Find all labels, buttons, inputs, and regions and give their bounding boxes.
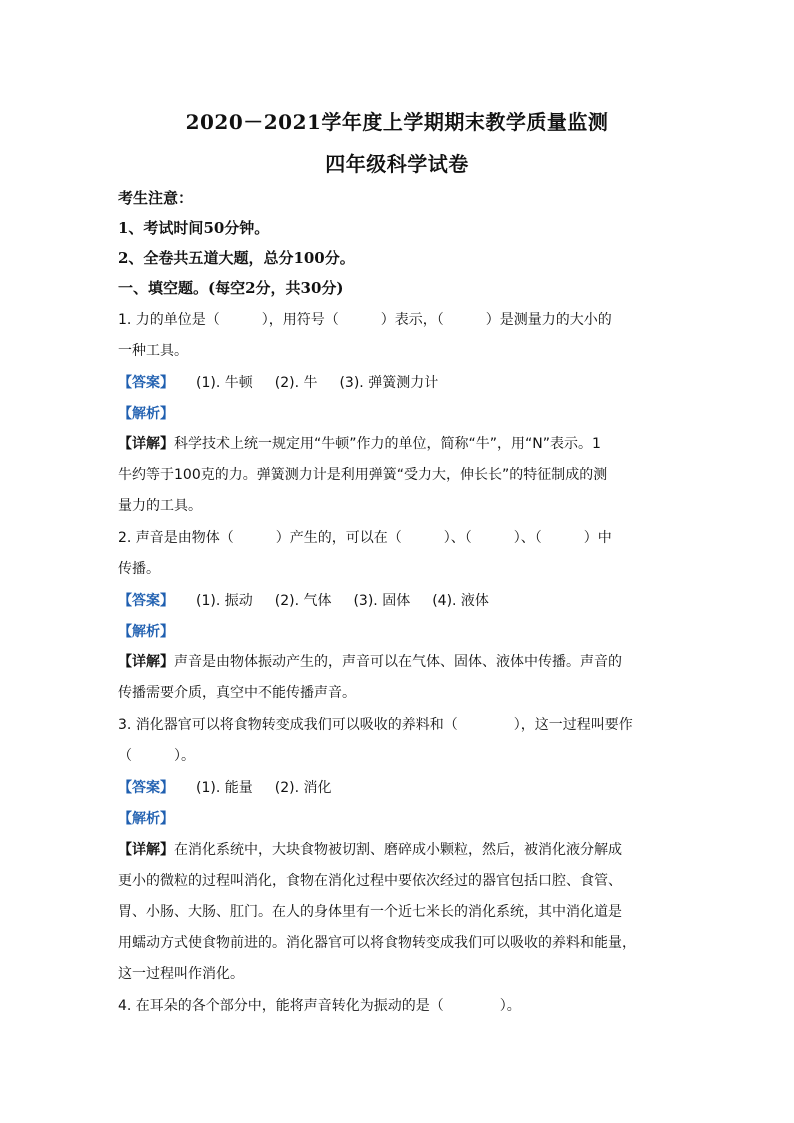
- answer-label: 【答案】: [118, 375, 174, 391]
- answer-item: (4). 液体: [432, 593, 489, 609]
- question-1-analysis: [118, 403, 688, 424]
- answer-item: (2). 气体: [274, 593, 332, 609]
- answer-item: (2). 消化: [274, 780, 332, 796]
- question-2-answer: [118, 590, 688, 611]
- answer-item: (2). 牛: [274, 375, 318, 391]
- question-2-analysis: [118, 621, 688, 642]
- question-3-detail-2: 更小的微粒的过程叫消化，食物在消化过程中要依次经过的器官包括口腔、食管、: [118, 873, 622, 889]
- question-3-answer: [118, 777, 688, 798]
- question-2-line-1: 2. 声音是由物体（ ）产生的，可以在（ ）、（ ）、（ ）中: [118, 530, 612, 546]
- detail-label: 【详解】: [118, 842, 174, 858]
- question-3-line-1: 3. 消化器官可以将食物转变成我们可以吸收的养料和（ ），这一过程叫要作: [118, 717, 633, 733]
- answer-item: (3). 固体: [353, 593, 411, 609]
- question-3-detail-4: 用蠕动方式使食物前进的。消化器官可以将食物转变成我们可以吸收的养料和能量，: [118, 935, 636, 951]
- answer-item: (1). 振动: [196, 593, 253, 609]
- exam-subtitle: 四年级科学试卷: [325, 152, 469, 176]
- question-2-detail-1: [118, 652, 688, 672]
- detail-label: 【详解】: [118, 654, 174, 670]
- question-1-detail-1: [118, 434, 688, 454]
- exam-title: 2020－2021学年度上学期期末教学质量监测: [185, 110, 609, 134]
- question-3-line-2: （ ）。: [118, 748, 195, 764]
- question-1-line-2: 一种工具。: [118, 343, 188, 359]
- answer-item: (3). 弹簧测力计: [339, 375, 439, 391]
- answer-item: (1). 牛顿: [196, 375, 253, 391]
- detail-text: 科学技术上统一规定用“牛顿”作力的单位，简称“牛”，用“N”表示。1: [174, 436, 601, 452]
- section-heading: 一、填空题。(每空2分，共30分): [118, 279, 344, 297]
- question-1-answer: [118, 372, 688, 393]
- question-2-detail-2: 传播需要介质，真空中不能传播声音。: [118, 685, 356, 701]
- detail-text: 声音是由物体振动产生的，声音可以在气体、固体、液体中传播。声音的: [174, 654, 622, 670]
- question-1-detail-3: 量力的工具。: [118, 498, 202, 514]
- analysis-label: 【解析】: [118, 811, 174, 827]
- question-1-detail-2: 牛约等于100克的力。弹簧测力计是利用弹簧“受力大，伸长长”的特征制成的测: [118, 467, 608, 483]
- answer-values: [196, 593, 511, 609]
- notice-heading: 考生注意：: [118, 189, 194, 207]
- question-4-line-1: 4. 在耳朵的各个部分中，能将声音转化为振动的是（ ）。: [118, 998, 521, 1014]
- answer-values: [196, 375, 460, 391]
- answer-values: [196, 780, 353, 796]
- notice-item-1: 1、考试时间50分钟。: [118, 219, 270, 237]
- question-1-line-1: 1. 力的单位是（ ），用符号（ ）表示，（ ）是测量力的大小的: [118, 312, 612, 328]
- detail-text: 在消化系统中，大块食物被切割、磨碎成小颗粒，然后，被消化液分解成: [174, 842, 622, 858]
- analysis-label: 【解析】: [118, 406, 174, 422]
- question-3-detail-3: 胃、小肠、大肠、肛门。在人的身体里有一个近七米长的消化系统，其中消化道是: [118, 904, 622, 920]
- answer-label: 【答案】: [118, 593, 174, 609]
- question-3-detail-5: 这一过程叫作消化。: [118, 966, 244, 982]
- question-3-detail-1: [118, 840, 688, 860]
- detail-label: 【详解】: [118, 436, 174, 452]
- analysis-label: 【解析】: [118, 624, 174, 640]
- answer-label: 【答案】: [118, 780, 174, 796]
- notice-item-2: 2、全卷共五道大题，总分100分。: [118, 249, 355, 267]
- question-2-line-2: 传播。: [118, 561, 160, 577]
- question-3-analysis: [118, 808, 688, 829]
- answer-item: (1). 能量: [196, 780, 253, 796]
